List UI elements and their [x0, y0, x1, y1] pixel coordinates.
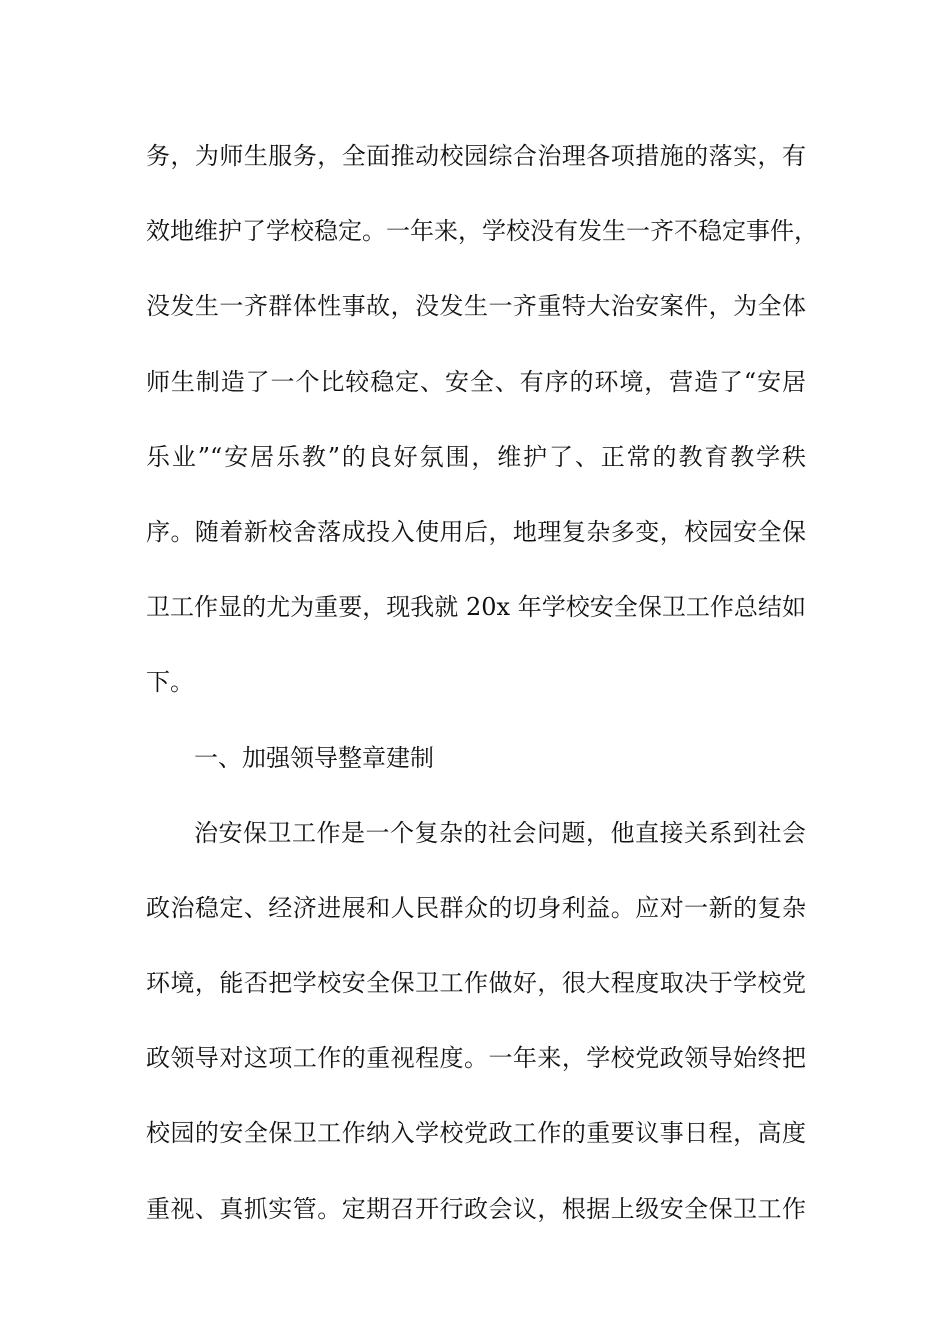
text-line: 没发生一齐群体性事故，没发生一齐重特大治安案件，为全体 [146, 292, 806, 321]
document-body [146, 132, 818, 1260]
text-line: 效地维护了学校稳定。一年来，学校没有发生一齐不稳定事件， [146, 217, 818, 246]
text-line: 卫工作显的尤为重要，现我就 20x 年学校安全保卫工作总结如 [146, 593, 806, 622]
text-line: 重视、真抓实管。定期召开行政会议，根据上级安全保卫工作 [146, 1194, 806, 1223]
paragraph-end-line: 下。 [146, 668, 194, 697]
text-line: 政治稳定、经济进展和人民群众的切身利益。应对一新的复杂 [146, 893, 806, 922]
text-line: 乐业”“安居乐教”的良好氛围，维护了、正常的教育教学秩 [146, 442, 806, 471]
paragraph-first-line: 治安保卫工作是一个复杂的社会问题，他直接关系到社会 [194, 818, 806, 847]
text-line: 师生制造了一个比较稳定、安全、有序的环境，营造了“安居 [146, 367, 806, 396]
text-line: 环境，能否把学校安全保卫工作做好，很大程度取决于学校党 [146, 969, 806, 998]
text-line: 政领导对这项工作的重视程度。一年来，学校党政领导始终把 [146, 1044, 806, 1073]
section-heading: 一、加强领导整章建制 [194, 743, 434, 772]
text-line: 校园的安全保卫工作纳入学校党政工作的重要议事日程，高度 [146, 1119, 806, 1148]
text-line: 务，为师生服务，全面推动校园综合治理各项措施的落实，有 [146, 142, 806, 170]
text-line: 序。随着新校舍落成投入使用后，地理复杂多变，校园安全保 [146, 517, 806, 546]
